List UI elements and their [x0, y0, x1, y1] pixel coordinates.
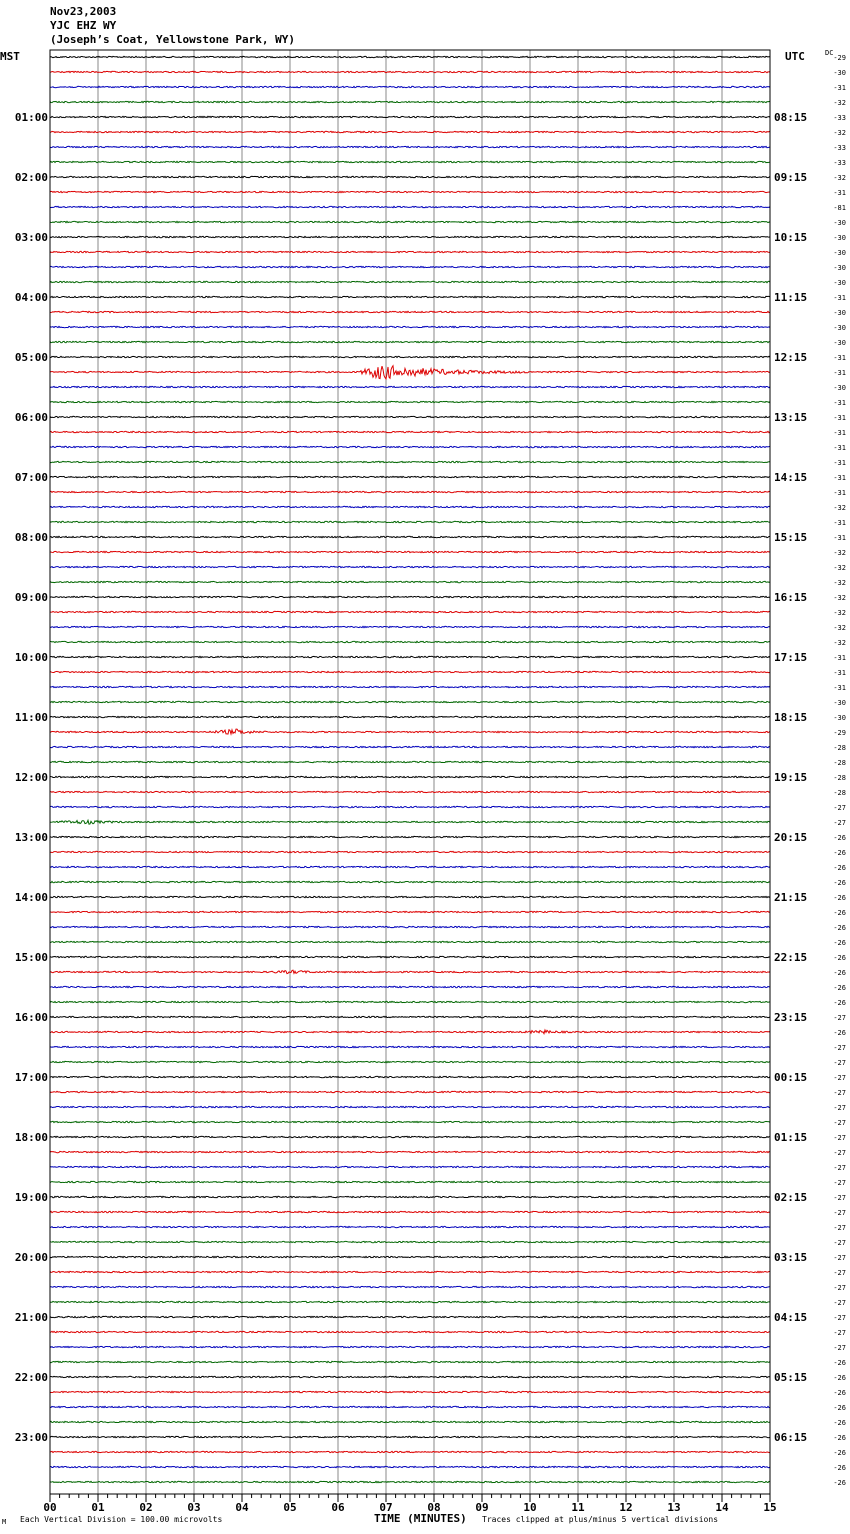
dc-offset-value: -31: [833, 189, 846, 197]
dc-offset-value: -27: [833, 1194, 846, 1202]
dc-offset-value: -26: [833, 894, 846, 902]
dc-offset-value: -31: [833, 474, 846, 482]
hour-label-left: 05:00: [14, 351, 48, 364]
hour-label-left: 20:00: [14, 1251, 48, 1264]
dc-offset-value: -31: [833, 534, 846, 542]
dc-offset-value: -27: [833, 1059, 846, 1067]
trace-line: [50, 1376, 770, 1377]
dc-offset-value: -26: [833, 1419, 846, 1427]
trace-line: [50, 191, 770, 192]
hour-label-left: 06:00: [14, 411, 48, 424]
hour-label-left: 08:00: [14, 531, 48, 544]
dc-offset-value: -26: [833, 939, 846, 947]
trace-line: [50, 1030, 770, 1034]
dc-offset-value: -31: [833, 429, 846, 437]
hour-label-right: 08:15: [774, 111, 808, 124]
hour-label-right: 02:15: [774, 1191, 808, 1204]
x-tick-label: 00: [43, 1501, 57, 1514]
dc-offset-value: -30: [833, 699, 846, 707]
trace-line: [50, 746, 770, 747]
x-tick-label: 15: [763, 1501, 777, 1514]
trace-line: [50, 86, 770, 87]
trace-line: [50, 729, 770, 734]
dc-offset-value: -31: [833, 684, 846, 692]
hour-label-left: 10:00: [14, 651, 48, 664]
hour-label-right: 20:15: [774, 831, 808, 844]
hour-label-right: 16:15: [774, 591, 808, 604]
trace-line: [50, 1331, 770, 1332]
trace-line: [50, 521, 770, 522]
dc-offset-value: -31: [833, 444, 846, 452]
trace-line: [50, 1121, 770, 1122]
dc-offset-value: -27: [833, 1179, 846, 1187]
hour-label-left: 23:00: [14, 1431, 48, 1444]
trace-line: [50, 656, 770, 657]
trace-line: [50, 686, 770, 687]
trace-line: [50, 1241, 770, 1242]
dc-offset-value: -31: [833, 399, 846, 407]
dc-offset-value: -26: [833, 1464, 846, 1472]
trace-line: [50, 596, 770, 597]
trace-line: [50, 101, 770, 102]
hour-label-right: 03:15: [774, 1251, 808, 1264]
dc-offset-value: -31: [833, 369, 846, 377]
dc-offset-value: -26: [833, 849, 846, 857]
trace-line: [50, 820, 770, 824]
trace-line: [50, 896, 770, 897]
dc-offset-value: -31: [833, 459, 846, 467]
hour-label-right: 06:15: [774, 1431, 808, 1444]
trace-line: [50, 1076, 770, 1077]
dc-offset-value: -30: [833, 339, 846, 347]
dc-offset-value: -30: [833, 234, 846, 242]
trace-line: [50, 641, 770, 642]
dc-offset-value: -30: [833, 264, 846, 272]
dc-offset-value: -27: [833, 1299, 846, 1307]
dc-offset-value: -30: [833, 249, 846, 257]
dc-offset-value: -30: [833, 324, 846, 332]
dc-offset-value: -32: [833, 174, 846, 182]
x-tick-label: 10: [523, 1501, 537, 1514]
hour-label-right: 19:15: [774, 771, 808, 784]
trace-line: [50, 806, 770, 807]
hour-label-right: 13:15: [774, 411, 808, 424]
trace-line: [50, 71, 770, 72]
trace-line: [50, 161, 770, 162]
dc-offset-value: -26: [833, 879, 846, 887]
dc-offset-value: -26: [833, 1434, 846, 1442]
dc-offset-value: -27: [833, 1149, 846, 1157]
dc-offset-value: -27: [833, 819, 846, 827]
dc-offset-value: -27: [833, 1209, 846, 1217]
trace-line: [50, 476, 770, 477]
hour-label-left: 17:00: [14, 1071, 48, 1084]
trace-line: [50, 1046, 770, 1047]
dc-offset-value: -32: [833, 99, 846, 107]
trace-line: [50, 416, 770, 417]
trace-line: [50, 206, 770, 207]
dc-offset-value: -27: [833, 1089, 846, 1097]
x-tick-label: 14: [715, 1501, 729, 1514]
dc-offset-value: -31: [833, 489, 846, 497]
hour-label-left: 03:00: [14, 231, 48, 244]
station-location: (Joseph’s Coat, Yellowstone Park, WY): [50, 33, 296, 46]
hour-label-left: 13:00: [14, 831, 48, 844]
hour-label-right: 04:15: [774, 1311, 808, 1324]
trace-line: [50, 791, 770, 792]
dc-offset-value: -30: [833, 309, 846, 317]
dc-offset-value: -31: [833, 669, 846, 677]
trace-line: [50, 611, 770, 612]
x-tick-label: 09: [475, 1501, 489, 1514]
dc-offset-value: -32: [833, 549, 846, 557]
trace-line: [50, 296, 770, 297]
hour-label-right: 09:15: [774, 171, 808, 184]
dc-offset-value: -31: [833, 519, 846, 527]
trace-line: [50, 1436, 770, 1437]
x-tick-label: 04: [235, 1501, 249, 1514]
x-tick-label: 02: [139, 1501, 153, 1514]
hour-label-left: 12:00: [14, 771, 48, 784]
x-tick-label: 12: [619, 1501, 633, 1514]
trace-line: [50, 1301, 770, 1302]
hour-label-right: 17:15: [774, 651, 808, 664]
trace-line: [50, 941, 770, 942]
trace-line: [50, 1466, 770, 1467]
hour-label-right: 05:15: [774, 1371, 808, 1384]
hour-label-left: 19:00: [14, 1191, 48, 1204]
hour-label-right: 00:15: [774, 1071, 808, 1084]
trace-line: [50, 1271, 770, 1272]
x-tick-label: 05: [283, 1501, 297, 1514]
x-tick-label: 01: [91, 1501, 105, 1514]
dc-offset-value: -81: [833, 204, 846, 212]
trace-line: [50, 1151, 770, 1152]
trace-line: [50, 116, 770, 117]
dc-offset-value: -33: [833, 144, 846, 152]
trace-line: [50, 386, 770, 387]
hour-label-right: 10:15: [774, 231, 808, 244]
dc-offset-value: -27: [833, 1044, 846, 1052]
dc-offset-value: -27: [833, 1104, 846, 1112]
dc-offset-value: -27: [833, 1239, 846, 1247]
trace-line: [50, 926, 770, 927]
dc-offset-header: DC: [825, 49, 834, 57]
trace-line: [50, 251, 770, 252]
trace-line: [50, 970, 770, 973]
trace-line: [50, 626, 770, 627]
trace-line: [50, 311, 770, 312]
dc-offset-value: -32: [833, 579, 846, 587]
hour-label-left: 07:00: [14, 471, 48, 484]
dc-offset-value: -32: [833, 624, 846, 632]
dc-offset-value: -31: [833, 294, 846, 302]
dc-offset-value: -27: [833, 1329, 846, 1337]
trace-line: [50, 1016, 770, 1017]
hour-label-right: 14:15: [774, 471, 808, 484]
dc-offset-value: -26: [833, 984, 846, 992]
trace-line: [50, 56, 770, 57]
dc-offset-value: -26: [833, 1374, 846, 1382]
dc-offset-value: -31: [833, 654, 846, 662]
dc-offset-value: -30: [833, 279, 846, 287]
dc-offset-value: -26: [833, 864, 846, 872]
dc-offset-value: -26: [833, 924, 846, 932]
right-timezone-label: UTC: [785, 50, 805, 63]
dc-offset-value: -27: [833, 1014, 846, 1022]
hour-label-left: 02:00: [14, 171, 48, 184]
dc-offset-value: -30: [833, 219, 846, 227]
dc-offset-value: -26: [833, 1479, 846, 1487]
x-tick-label: 08: [427, 1501, 441, 1514]
trace-line: [50, 366, 770, 379]
trace-line: [50, 401, 770, 402]
dc-offset-value: -27: [833, 1119, 846, 1127]
trace-line: [50, 461, 770, 462]
dc-offset-value: -30: [833, 384, 846, 392]
dc-offset-value: -26: [833, 954, 846, 962]
x-tick-label: 13: [667, 1501, 681, 1514]
dc-offset-value: -33: [833, 159, 846, 167]
trace-line: [50, 986, 770, 987]
dc-offset-value: -28: [833, 759, 846, 767]
trace-line: [50, 221, 770, 222]
dc-offset-value: -27: [833, 1074, 846, 1082]
clip-note: Traces clipped at plus/minus 5 vertical divisions: [482, 1515, 719, 1524]
trace-line: [50, 1391, 770, 1392]
trace-line: [50, 281, 770, 282]
trace-line: [50, 1286, 770, 1287]
trace-line: [50, 131, 770, 132]
dc-offset-value: -27: [833, 1314, 846, 1322]
trace-line: [50, 1001, 770, 1002]
trace-line: [50, 1106, 770, 1107]
trace-line: [50, 881, 770, 882]
trace-line: [50, 956, 770, 957]
dc-offset-value: -32: [833, 639, 846, 647]
trace-line: [50, 341, 770, 342]
hour-label-right: 01:15: [774, 1131, 808, 1144]
dc-offset-value: -32: [833, 594, 846, 602]
hour-label-left: 22:00: [14, 1371, 48, 1384]
trace-line: [50, 446, 770, 447]
dc-offset-value: -28: [833, 744, 846, 752]
trace-line: [50, 1316, 770, 1317]
trace-line: [50, 1196, 770, 1197]
hour-label-left: 21:00: [14, 1311, 48, 1324]
trace-line: [50, 776, 770, 777]
dc-offset-value: -27: [833, 804, 846, 812]
trace-line: [50, 851, 770, 852]
dc-offset-value: -28: [833, 789, 846, 797]
hour-label-right: 12:15: [774, 351, 808, 364]
trace-line: [50, 326, 770, 327]
dc-offset-value: -26: [833, 1404, 846, 1412]
hour-label-left: 18:00: [14, 1131, 48, 1144]
dc-offset-value: -30: [833, 69, 846, 77]
dc-offset-value: -27: [833, 1134, 846, 1142]
trace-line: [50, 761, 770, 762]
hour-label-right: 21:15: [774, 891, 808, 904]
trace-line: [50, 836, 770, 837]
dc-offset-value: -29: [833, 729, 846, 737]
dc-offset-value: -31: [833, 84, 846, 92]
dc-offset-value: -26: [833, 969, 846, 977]
hour-label-left: 11:00: [14, 711, 48, 724]
trace-line: [50, 506, 770, 507]
dc-offset-value: -27: [833, 1269, 846, 1277]
x-tick-label: 07: [379, 1501, 393, 1514]
trace-line: [50, 1256, 770, 1257]
trace-line: [50, 1361, 770, 1362]
trace-line: [50, 701, 770, 702]
x-tick-label: 11: [571, 1501, 585, 1514]
dc-offset-value: -27: [833, 1224, 846, 1232]
station-code: YJC EHZ WY: [50, 19, 117, 32]
trace-line: [50, 536, 770, 537]
dc-offset-value: -27: [833, 1254, 846, 1262]
trace-line: [50, 716, 770, 717]
trace-line: [50, 1421, 770, 1422]
dc-offset-value: -32: [833, 609, 846, 617]
trace-line: [50, 581, 770, 582]
dc-offset-value: -32: [833, 504, 846, 512]
plot-date: Nov23,2003: [50, 5, 117, 18]
dc-offset-value: -31: [833, 354, 846, 362]
trace-line: [50, 1061, 770, 1062]
trace-line: [50, 566, 770, 567]
dc-offset-value: -26: [833, 1029, 846, 1037]
scale-note: Each Vertical Division = 100.00 microvolts: [20, 1515, 223, 1524]
hour-label-right: 11:15: [774, 291, 808, 304]
hour-label-right: 18:15: [774, 711, 808, 724]
dc-offset-value: -26: [833, 1449, 846, 1457]
trace-line: [50, 431, 770, 432]
trace-line: [50, 1211, 770, 1212]
trace-line: [50, 356, 770, 357]
trace-line: [50, 1091, 770, 1092]
trace-line: [50, 1166, 770, 1167]
dc-offset-value: -26: [833, 1389, 846, 1397]
dc-offset-value: -26: [833, 834, 846, 842]
dc-offset-value: -27: [833, 1284, 846, 1292]
trace-line: [50, 176, 770, 177]
trace-line: [50, 1346, 770, 1347]
hour-label-right: 23:15: [774, 1011, 808, 1024]
trace-line: [50, 1481, 770, 1482]
dc-offset-value: -27: [833, 1344, 846, 1352]
x-tick-label: 03: [187, 1501, 201, 1514]
hour-label-left: 16:00: [14, 1011, 48, 1024]
dc-offset-value: -28: [833, 774, 846, 782]
trace-line: [50, 236, 770, 237]
trace-line: [50, 911, 770, 912]
trace-line: [50, 1226, 770, 1227]
trace-line: [50, 866, 770, 867]
dc-offset-value: -33: [833, 114, 846, 122]
dc-offset-value: -30: [833, 714, 846, 722]
trace-line: [50, 1406, 770, 1407]
trace-line: [50, 671, 770, 672]
x-axis-title: TIME (MINUTES): [374, 1512, 467, 1525]
hour-label-left: 04:00: [14, 291, 48, 304]
trace-line: [50, 146, 770, 147]
dc-offset-value: -26: [833, 909, 846, 917]
trace-line: [50, 551, 770, 552]
corner-mark: M: [2, 1518, 7, 1526]
trace-line: [50, 491, 770, 492]
dc-offset-value: -26: [833, 999, 846, 1007]
trace-line: [50, 1181, 770, 1182]
hour-label-left: 09:00: [14, 591, 48, 604]
hour-label-left: 01:00: [14, 111, 48, 124]
dc-offset-value: -26: [833, 1359, 846, 1367]
hour-label-left: 15:00: [14, 951, 48, 964]
trace-line: [50, 1451, 770, 1452]
hour-label-right: 22:15: [774, 951, 808, 964]
dc-offset-value: -32: [833, 564, 846, 572]
dc-offset-value: -29: [833, 54, 846, 62]
hour-label-left: 14:00: [14, 891, 48, 904]
hour-label-right: 15:15: [774, 531, 808, 544]
dc-offset-value: -32: [833, 129, 846, 137]
dc-offset-value: -27: [833, 1164, 846, 1172]
trace-line: [50, 266, 770, 267]
dc-offset-value: -31: [833, 414, 846, 422]
left-timezone-label: MST: [0, 50, 20, 63]
x-tick-label: 06: [331, 1501, 345, 1514]
trace-line: [50, 1136, 770, 1137]
